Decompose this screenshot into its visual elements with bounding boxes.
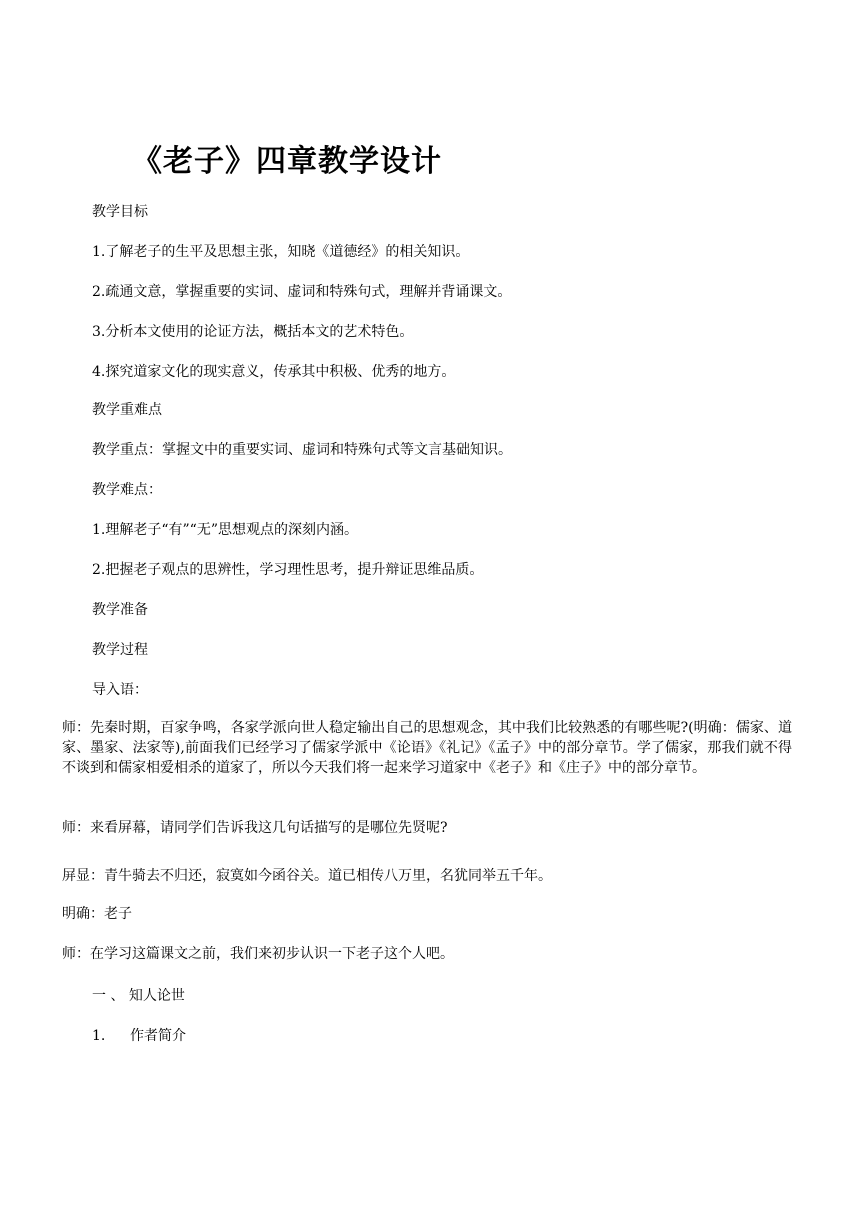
paragraph-transition: 师：在学习这篇课文之前，我们来初步认识一下老子这个人吧。 [62, 946, 454, 962]
keypoint-text: 教学重点：掌握文中的重要实词、虚词和特殊句式等文言基础知识。 [92, 442, 512, 458]
intro-heading: 导入语： [92, 682, 148, 698]
goal-item-2: 2.疏通文意，掌握重要的实词、虚词和特殊句式，理解并背诵课文。 [92, 284, 512, 300]
section-item-1 [92, 1026, 186, 1046]
difficulty-heading: 教学难点： [92, 482, 162, 498]
paragraph-screen-display: 屏显：青牛骑去不归还，寂寞如今函谷关。道已相传八万里，名犹同举五千年。 [62, 868, 552, 884]
process-heading: 教学过程 [92, 642, 148, 658]
section-heading-1: 一 、 知人论世 [92, 988, 185, 1004]
paragraph-answer: 明确：老子 [62, 906, 132, 922]
paragraph-screen-question: 师：来看屏幕，请同学们告诉我这几句话描写的是哪位先贤呢? [62, 820, 448, 836]
difficulty-item-1: 1.理解老子“有”“无”思想观点的深刻内涵。 [92, 522, 358, 538]
difficulty-item-2: 2.把握老子观点的思辨性，学习理性思考，提升辩证思维品质。 [92, 562, 484, 578]
section-item-number: 1. [92, 1028, 106, 1044]
keypoints-heading: 教学重难点 [92, 402, 162, 418]
prep-heading: 教学准备 [92, 602, 148, 618]
paragraph-intro: 师：先秦时期，百家争鸣，各家学派向世人稳定输出自己的思想观念，其中我们比较熟悉的有哪些呢?(明确：儒家、道家、墨家、法家等),前面我们已经学习了儒家学派中《论语》《礼记》《孟子》中的部分章节。学了儒家，那我们就不得不谈到和儒家相爱相杀的道家了，所以今天我们将一起来学习道家中《老子》和《庄子》中的部分章节。 [62, 720, 792, 776]
goal-item-3: 3.分析本文使用的论证方法，概括本文的艺术特色。 [92, 324, 414, 340]
goal-item-4: 4.探究道家文化的现实意义，传承其中积极、优秀的地方。 [92, 364, 456, 380]
section-item-label: 作者简介 [130, 1028, 186, 1044]
goals-heading: 教学目标 [92, 204, 148, 220]
goal-item-1: 1.了解老子的生平及思想主张，知晓《道德经》的相关知识。 [92, 244, 470, 260]
document-title: 《老子》四章教学设计 [132, 144, 442, 179]
